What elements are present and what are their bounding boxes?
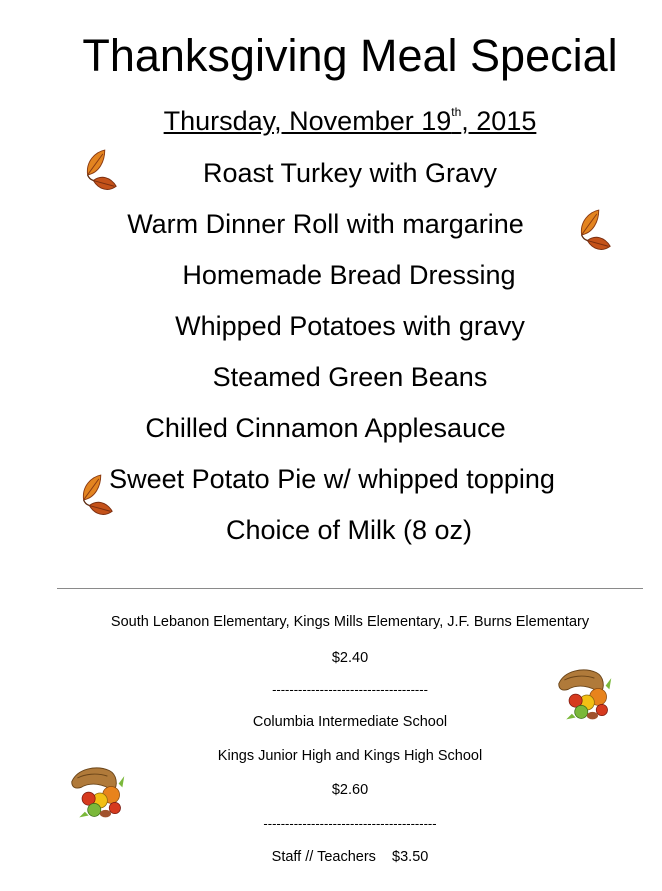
intermediate-school: Columbia Intermediate School [252, 714, 448, 730]
high-schools: Kings Junior High and Kings High School [217, 748, 483, 764]
elementary-price: $2.40 [331, 650, 369, 666]
menu-item: Choice of Milk (8 oz) [225, 515, 473, 545]
dash-divider: ---------------------------------------- [263, 816, 437, 831]
event-date [0, 105, 662, 137]
secondary-price: $2.60 [331, 782, 369, 798]
dash-divider: ------------------------------------ [272, 682, 428, 697]
staff-pricing [0, 849, 662, 865]
staff-label: Staff // Teachers [271, 849, 376, 865]
menu-item: Chilled Cinnamon Applesauce [145, 413, 506, 443]
menu-item: Whipped Potatoes with gravy [175, 311, 525, 341]
menu-item: Roast Turkey with Gravy [202, 158, 498, 188]
cornucopia-icon [553, 665, 617, 725]
date-main: Thursday, November 19 [163, 106, 452, 136]
menu-item: Homemade Bread Dressing [182, 260, 516, 290]
elementary-schools: South Lebanon Elementary, Kings Mills Elementary, J.F. Burns Elementary [110, 614, 590, 630]
menu-item: Steamed Green Beans [212, 362, 488, 392]
page-title: Thanksgiving Meal Special [82, 30, 618, 81]
date-year: , 2015 [461, 106, 537, 136]
autumn-leaf-icon [574, 207, 614, 255]
menu-item: Warm Dinner Roll with margarine [127, 209, 524, 239]
staff-price: $3.50 [392, 849, 429, 865]
section-divider [57, 588, 643, 589]
autumn-leaf-icon [76, 472, 116, 520]
menu-item: Sweet Potato Pie w/ whipped topping [109, 464, 555, 494]
date-ordinal: th [451, 105, 462, 119]
cornucopia-icon [66, 763, 130, 823]
autumn-leaf-icon [80, 147, 120, 195]
